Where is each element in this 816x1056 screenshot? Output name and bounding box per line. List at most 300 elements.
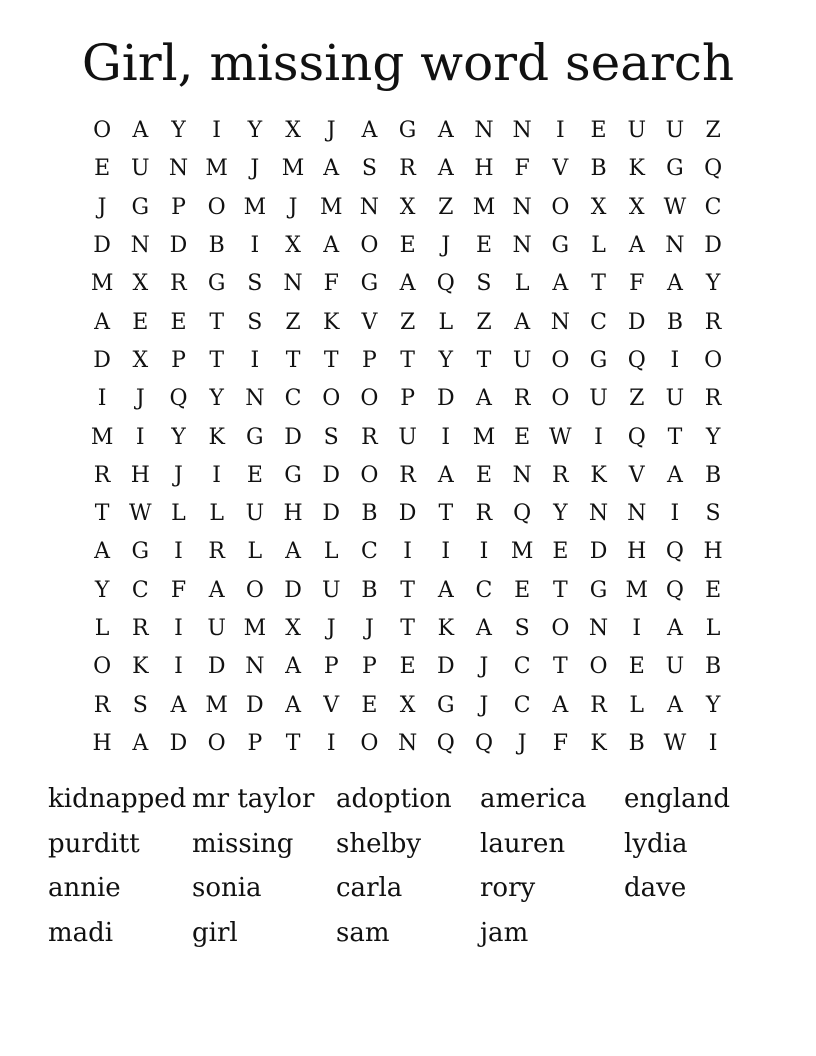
grid-letter: M bbox=[510, 539, 534, 565]
grid-letter: R bbox=[208, 539, 225, 565]
grid-letter: A bbox=[285, 692, 301, 718]
grid-letter: Y bbox=[705, 424, 721, 450]
grid-row bbox=[83, 457, 733, 495]
grid-letter: P bbox=[400, 386, 415, 412]
page-title: Girl, missing word search bbox=[81, 34, 735, 92]
grid-letter: O bbox=[360, 730, 379, 756]
grid-letter: I bbox=[670, 347, 680, 373]
grid-row bbox=[83, 648, 733, 686]
grid-letter: K bbox=[628, 156, 645, 182]
grid-letter: A bbox=[170, 692, 187, 718]
grid-letter: D bbox=[284, 577, 302, 603]
grid-letter: E bbox=[590, 118, 607, 144]
grid-letter: D bbox=[93, 347, 111, 373]
grid-letter: E bbox=[170, 309, 187, 335]
grid-letter: M bbox=[243, 194, 267, 220]
grid-letter: G bbox=[246, 424, 264, 450]
grid-letter: N bbox=[512, 462, 532, 488]
word-list-item: missing bbox=[192, 828, 294, 859]
grid-letter: M bbox=[205, 156, 228, 182]
grid-letter: U bbox=[207, 616, 226, 641]
grid-row bbox=[83, 189, 733, 227]
grid-letter: S bbox=[323, 424, 339, 450]
grid-letter: G bbox=[398, 118, 417, 144]
grid-letter: A bbox=[285, 539, 301, 565]
grid-letter: L bbox=[209, 501, 224, 527]
grid-letter: L bbox=[94, 616, 110, 641]
grid-letter: K bbox=[208, 424, 225, 450]
grid-letter: T bbox=[591, 271, 606, 297]
grid-letter: F bbox=[629, 271, 645, 297]
word-list bbox=[48, 777, 788, 955]
grid-letter: A bbox=[437, 156, 454, 182]
grid-row bbox=[83, 342, 733, 380]
grid-letter: F bbox=[552, 730, 568, 756]
grid-letter: N bbox=[627, 501, 647, 527]
grid-letter: I bbox=[708, 730, 718, 756]
grid-letter: A bbox=[666, 271, 683, 297]
grid-letter: D bbox=[169, 730, 188, 756]
grid-letter: I bbox=[555, 118, 565, 144]
grid-letter: H bbox=[703, 539, 723, 565]
grid-letter: B bbox=[208, 233, 225, 259]
grid-letter: D bbox=[93, 233, 111, 259]
grid-letter: R bbox=[704, 386, 722, 412]
grid-letter: Y bbox=[705, 271, 721, 297]
grid-letter: T bbox=[400, 616, 415, 641]
grid-letter: R bbox=[552, 462, 569, 488]
grid-letter: C bbox=[284, 386, 302, 412]
grid-letter: H bbox=[283, 501, 303, 527]
grid-letter: Z bbox=[476, 309, 492, 335]
grid-letter: A bbox=[476, 616, 492, 641]
grid-letter: O bbox=[551, 616, 570, 641]
grid-letter: G bbox=[360, 271, 379, 297]
grid-letter: O bbox=[93, 654, 112, 680]
grid-letter: N bbox=[283, 271, 303, 297]
grid-letter: J bbox=[517, 730, 527, 756]
grid-letter: L bbox=[247, 539, 263, 565]
grid-letter: M bbox=[472, 424, 496, 450]
grid-letter: H bbox=[92, 730, 112, 756]
grid-row bbox=[83, 150, 733, 188]
grid-letter: J bbox=[97, 194, 107, 220]
grid-letter: L bbox=[629, 692, 645, 718]
grid-letter: J bbox=[288, 194, 298, 220]
grid-letter: I bbox=[403, 539, 412, 565]
grid-letter: X bbox=[285, 616, 301, 641]
grid-letter: Q bbox=[704, 156, 723, 182]
word-list-item: england bbox=[624, 784, 730, 814]
grid-letter: Z bbox=[438, 194, 454, 220]
grid-letter: U bbox=[512, 347, 532, 373]
grid-letter: H bbox=[474, 156, 494, 182]
grid-letter: C bbox=[131, 577, 149, 603]
grid-letter: D bbox=[398, 501, 417, 527]
grid-letter: F bbox=[170, 577, 187, 603]
word-list-item: shelby bbox=[336, 828, 422, 859]
word-list-item: america bbox=[480, 784, 587, 814]
grid-letter: U bbox=[665, 386, 685, 412]
grid-letter: V bbox=[361, 309, 378, 335]
grid-letter: A bbox=[399, 271, 416, 297]
grid-letter: Z bbox=[705, 118, 721, 144]
grid-letter: A bbox=[628, 233, 645, 259]
grid-letter: A bbox=[666, 616, 683, 641]
grid-letter: G bbox=[589, 347, 608, 373]
grid-letter: H bbox=[627, 539, 647, 565]
grid-letter: M bbox=[90, 271, 114, 297]
grid-letter: N bbox=[665, 233, 685, 259]
grid-letter: G bbox=[666, 156, 684, 182]
grid-letter: N bbox=[588, 616, 609, 641]
grid-letter: D bbox=[436, 386, 455, 412]
grid-letter: O bbox=[551, 386, 570, 412]
grid-letter: B bbox=[705, 462, 722, 488]
word-list-item: purditt bbox=[48, 828, 140, 859]
grid-letter: K bbox=[132, 654, 149, 680]
grid-letter: C bbox=[590, 309, 607, 335]
grid-letter: T bbox=[285, 347, 301, 373]
grid-letter: S bbox=[247, 309, 263, 335]
grid-letter: M bbox=[243, 616, 267, 641]
grid-letter: D bbox=[169, 233, 188, 259]
grid-letter: P bbox=[247, 730, 263, 756]
grid-letter: S bbox=[476, 271, 492, 297]
grid-row bbox=[83, 533, 733, 571]
grid-letter: O bbox=[589, 654, 608, 680]
grid-letter: P bbox=[323, 654, 339, 680]
grid-letter: O bbox=[551, 194, 570, 220]
grid-letter: I bbox=[212, 118, 221, 144]
grid-letter: I bbox=[326, 730, 336, 756]
grid-letter: I bbox=[174, 539, 183, 565]
grid-letter: A bbox=[666, 692, 683, 718]
grid-letter: N bbox=[512, 118, 532, 144]
grid-letter: R bbox=[590, 692, 607, 718]
grid-letter: X bbox=[132, 347, 149, 373]
grid-letter: Q bbox=[665, 539, 684, 565]
grid-letter: P bbox=[171, 194, 186, 220]
grid-letter: C bbox=[475, 577, 493, 603]
word-list-item: rory bbox=[480, 873, 536, 903]
grid-letter: T bbox=[400, 577, 415, 603]
grid-letter: O bbox=[551, 347, 570, 373]
grid-letter: I bbox=[97, 386, 107, 412]
grid-letter: D bbox=[704, 233, 722, 259]
grid-letter: N bbox=[512, 194, 532, 220]
grid-letter: S bbox=[361, 156, 377, 182]
grid-letter: E bbox=[361, 692, 378, 718]
grid-letter: S bbox=[132, 692, 148, 718]
grid-letter: O bbox=[360, 386, 379, 412]
grid-letter: R bbox=[361, 424, 378, 450]
grid-letter: Q bbox=[665, 577, 684, 603]
grid-letter: A bbox=[552, 692, 569, 718]
grid-letter: M bbox=[281, 156, 305, 182]
grid-letter: J bbox=[479, 654, 489, 680]
grid-letter: U bbox=[398, 424, 417, 450]
grid-letter: K bbox=[437, 616, 454, 641]
grid-letter: Q bbox=[436, 730, 455, 756]
grid-letter: A bbox=[285, 654, 301, 680]
grid-letter: A bbox=[208, 577, 225, 603]
grid-letter: D bbox=[627, 309, 646, 335]
grid-letter: U bbox=[245, 501, 265, 527]
grid-letter: E bbox=[514, 424, 531, 450]
grid-letter: L bbox=[514, 271, 530, 297]
grid-letter: I bbox=[174, 616, 183, 641]
grid-letter: V bbox=[323, 692, 340, 718]
grid-letter: A bbox=[132, 118, 149, 144]
grid-letter: E bbox=[628, 654, 645, 680]
grid-letter: Y bbox=[171, 424, 186, 450]
grid-letter: E bbox=[514, 577, 531, 603]
grid-letter: N bbox=[474, 118, 494, 144]
grid-letter: T bbox=[209, 309, 224, 335]
grid-letter: R bbox=[399, 156, 416, 182]
grid-letter: A bbox=[94, 309, 111, 335]
grid-letter: E bbox=[475, 233, 492, 259]
grid-row bbox=[83, 572, 733, 610]
grid-letter: I bbox=[174, 654, 183, 680]
grid-letter: C bbox=[513, 692, 531, 718]
grid-letter: V bbox=[628, 462, 645, 488]
grid-letter: J bbox=[364, 616, 374, 641]
grid-letter: G bbox=[589, 577, 608, 603]
grid-row bbox=[83, 495, 733, 533]
grid-letter: C bbox=[704, 194, 722, 220]
grid-letter: O bbox=[207, 194, 226, 220]
grid-letter: Z bbox=[285, 309, 301, 335]
grid-letter: B bbox=[628, 730, 645, 756]
grid-letter: S bbox=[705, 501, 721, 527]
word-list-item: mr taylor bbox=[192, 784, 315, 814]
grid-letter: D bbox=[246, 692, 264, 718]
grid-letter: B bbox=[361, 501, 378, 527]
grid-letter: L bbox=[323, 539, 339, 565]
grid-letter: Y bbox=[247, 118, 263, 144]
grid-letter: U bbox=[589, 386, 608, 412]
word-list-item: adoption bbox=[336, 784, 452, 814]
grid-letter: R bbox=[131, 616, 149, 641]
grid-letter: N bbox=[130, 233, 150, 259]
grid-letter: N bbox=[550, 309, 570, 335]
grid-letter: O bbox=[704, 347, 723, 373]
grid-letter: B bbox=[590, 156, 607, 182]
grid-letter: T bbox=[400, 347, 415, 373]
grid-letter: A bbox=[323, 156, 340, 182]
grid-letter: I bbox=[441, 539, 451, 565]
grid-letter: D bbox=[589, 539, 608, 565]
word-list-item: lauren bbox=[480, 828, 566, 859]
grid-letter: A bbox=[94, 539, 111, 565]
grid-letter: T bbox=[209, 347, 224, 373]
grid-letter: A bbox=[361, 118, 378, 144]
grid-letter: X bbox=[285, 118, 301, 144]
grid-letter: R bbox=[93, 462, 111, 488]
grid-letter: P bbox=[362, 347, 377, 373]
word-list-item: sonia bbox=[192, 873, 262, 903]
grid-letter: Y bbox=[705, 692, 721, 718]
grid-letter: H bbox=[130, 462, 150, 488]
grid-letter: D bbox=[207, 654, 226, 680]
grid-letter: J bbox=[326, 616, 336, 641]
grid-letter: R bbox=[170, 271, 187, 297]
grid-letter: L bbox=[171, 501, 186, 527]
grid-letter: N bbox=[359, 194, 380, 220]
grid-letter: T bbox=[323, 347, 339, 373]
grid-letter: N bbox=[168, 156, 189, 182]
grid-letter: T bbox=[553, 654, 568, 680]
grid-letter: I bbox=[441, 424, 451, 450]
grid-letter: I bbox=[135, 424, 145, 450]
grid-letter: Y bbox=[438, 347, 454, 373]
grid-letter: L bbox=[591, 233, 606, 259]
grid-letter: D bbox=[436, 654, 455, 680]
grid-letter: Q bbox=[169, 386, 188, 412]
grid-letter: A bbox=[323, 233, 340, 259]
grid-letter: E bbox=[475, 462, 492, 488]
grid-letter: B bbox=[705, 654, 722, 680]
grid-letter: G bbox=[284, 462, 302, 488]
grid-letter: Q bbox=[436, 271, 455, 297]
grid-letter: E bbox=[399, 233, 416, 259]
grid-letter: T bbox=[476, 347, 492, 373]
grid-letter: C bbox=[513, 654, 531, 680]
grid-letter: I bbox=[250, 347, 260, 373]
word-list-item: kidnapped bbox=[48, 784, 187, 814]
grid-letter: R bbox=[93, 692, 111, 718]
grid-letter: J bbox=[174, 462, 183, 488]
grid-letter: N bbox=[245, 386, 265, 412]
grid-letter: O bbox=[245, 577, 264, 603]
grid-letter: T bbox=[94, 501, 110, 527]
grid-letter: F bbox=[514, 156, 530, 182]
grid-letter: J bbox=[326, 118, 336, 144]
grid-letter: T bbox=[553, 577, 568, 603]
grid-letter: W bbox=[663, 730, 687, 756]
grid-letter: W bbox=[663, 194, 687, 220]
grid-letter: Q bbox=[627, 424, 646, 450]
grid-letter: R bbox=[513, 386, 531, 412]
grid-letter: P bbox=[171, 347, 186, 373]
grid-letter: S bbox=[514, 616, 530, 641]
grid-letter: A bbox=[437, 577, 454, 603]
grid-letter: E bbox=[94, 156, 111, 182]
grid-letter: I bbox=[479, 539, 489, 565]
word-list-item: carla bbox=[336, 873, 403, 903]
grid-letter: Z bbox=[399, 309, 416, 335]
grid-letter: O bbox=[207, 730, 226, 756]
grid-row bbox=[83, 380, 733, 418]
word-list-item: madi bbox=[48, 917, 114, 948]
grid-row bbox=[83, 227, 733, 265]
grid-letter: D bbox=[284, 424, 302, 450]
grid-letter: J bbox=[250, 156, 260, 182]
grid-letter: V bbox=[552, 156, 569, 182]
grid-letter: T bbox=[285, 730, 301, 756]
grid-letter: E bbox=[132, 309, 149, 335]
grid-letter: K bbox=[323, 309, 340, 335]
grid-letter: G bbox=[131, 194, 150, 220]
grid-letter: X bbox=[399, 194, 416, 220]
grid-letter: X bbox=[590, 194, 607, 220]
grid-letter: K bbox=[590, 730, 607, 756]
grid-letter: U bbox=[321, 577, 341, 603]
grid-row bbox=[83, 418, 733, 456]
grid-letter: X bbox=[628, 194, 645, 220]
grid-letter: P bbox=[362, 654, 377, 680]
grid-row bbox=[83, 265, 733, 303]
grid-letter: J bbox=[479, 692, 489, 718]
grid-letter: A bbox=[552, 271, 569, 297]
grid-row bbox=[83, 686, 733, 724]
grid-letter: B bbox=[361, 577, 378, 603]
grid-letter: U bbox=[627, 118, 646, 144]
grid-letter: G bbox=[436, 692, 455, 718]
grid-letter: G bbox=[207, 271, 226, 297]
word-list-item: girl bbox=[192, 917, 238, 948]
grid-letter: R bbox=[475, 501, 493, 527]
grid-letter: T bbox=[438, 501, 454, 527]
grid-letter: M bbox=[205, 692, 228, 718]
grid-letter: O bbox=[93, 118, 112, 144]
grid-letter: R bbox=[399, 462, 416, 488]
grid-letter: F bbox=[323, 271, 339, 297]
word-list-item: annie bbox=[48, 873, 121, 903]
grid-letter: Y bbox=[553, 501, 568, 527]
grid-letter: N bbox=[588, 501, 609, 527]
grid-letter: A bbox=[437, 118, 454, 144]
grid-letter: Y bbox=[209, 386, 224, 412]
grid-row bbox=[83, 610, 733, 648]
grid-letter: X bbox=[132, 271, 149, 297]
grid-letter: J bbox=[135, 386, 145, 412]
grid-letter: M bbox=[625, 577, 648, 603]
grid-letter: I bbox=[594, 424, 603, 450]
word-list-item: jam bbox=[480, 917, 529, 948]
grid-letter: G bbox=[131, 539, 150, 565]
grid-letter: A bbox=[476, 386, 492, 412]
letter-grid bbox=[83, 112, 733, 763]
grid-letter: K bbox=[590, 462, 607, 488]
grid-letter: Y bbox=[94, 577, 110, 603]
grid-letter: O bbox=[360, 233, 379, 259]
grid-letter: A bbox=[514, 309, 531, 335]
grid-letter: M bbox=[319, 194, 343, 220]
grid-row bbox=[83, 303, 733, 341]
grid-row bbox=[83, 112, 733, 150]
grid-letter: X bbox=[399, 692, 416, 718]
grid-letter: I bbox=[212, 462, 221, 488]
grid-letter: O bbox=[322, 386, 341, 412]
grid-letter: A bbox=[437, 462, 454, 488]
grid-letter: M bbox=[472, 194, 496, 220]
grid-letter: U bbox=[665, 118, 685, 144]
grid-letter: W bbox=[128, 501, 152, 527]
grid-letter: Q bbox=[627, 347, 646, 373]
grid-letter: L bbox=[705, 616, 721, 641]
grid-letter: E bbox=[552, 539, 569, 565]
grid-letter: U bbox=[131, 156, 150, 182]
word-list-item: dave bbox=[624, 873, 687, 903]
grid-letter: U bbox=[665, 654, 685, 680]
grid-letter: Y bbox=[171, 118, 186, 144]
grid-letter: Q bbox=[474, 730, 493, 756]
grid-letter: J bbox=[441, 233, 451, 259]
grid-letter: O bbox=[360, 462, 379, 488]
